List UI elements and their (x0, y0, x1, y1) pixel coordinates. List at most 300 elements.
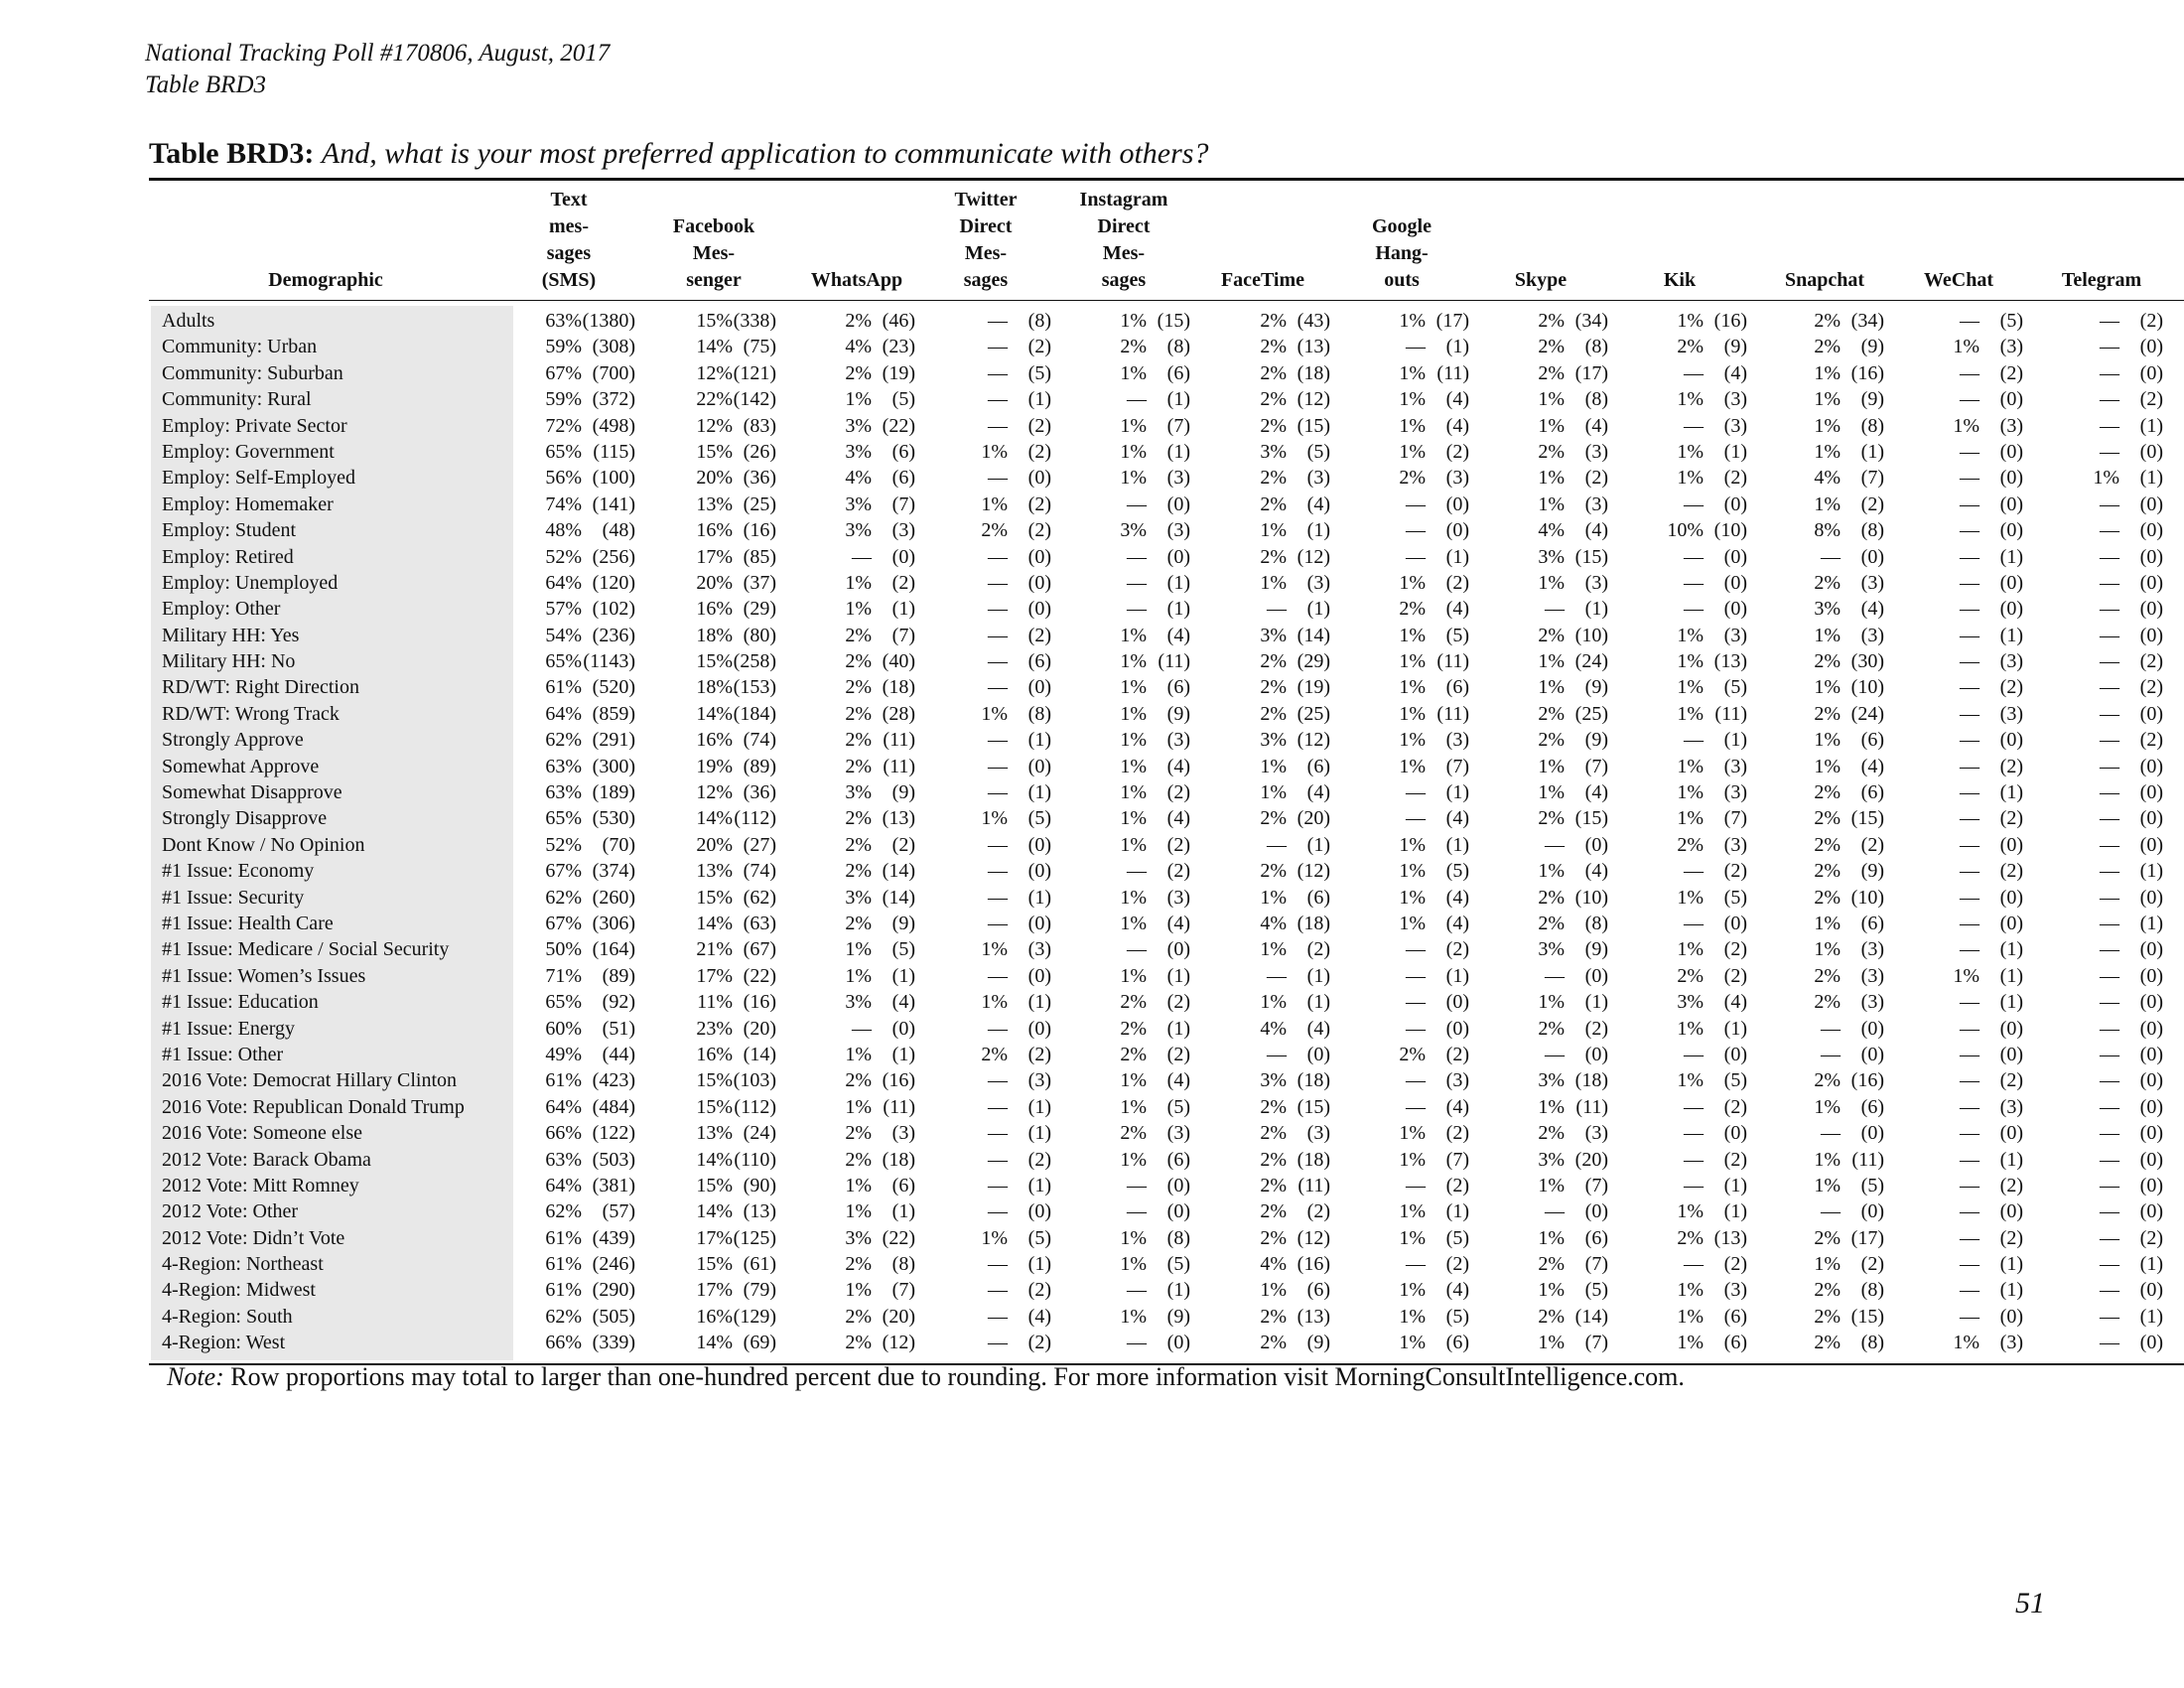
cell-count: (0) (1723, 571, 1747, 594)
row-label: Employ: Student (162, 519, 296, 542)
cell-percent: 12% (696, 361, 733, 384)
cell-count: (22) (882, 1226, 915, 1249)
cell-percent: 2% (1814, 781, 1841, 804)
cell-percent: 3% (1538, 1069, 1565, 1092)
cell-count: (22) (743, 964, 776, 987)
cell-count: (0) (1584, 1200, 1608, 1223)
cell-count: (7) (1860, 467, 1884, 490)
cell-percent: 1% (1399, 702, 1426, 725)
cell-percent: — (2100, 598, 2119, 621)
cell-count: (0) (1584, 833, 1608, 856)
cell-percent: — (1960, 991, 1979, 1014)
cell-percent: 15% (696, 886, 733, 909)
cell-percent: 1% (1677, 1200, 1704, 1223)
header-rule (149, 300, 2184, 301)
cell-percent: 2% (845, 1305, 872, 1328)
cell-percent: 1% (1677, 807, 1704, 830)
cell-count: (3) (1860, 991, 1884, 1014)
cell-count: (0) (1999, 729, 2023, 752)
cell-percent: — (988, 1148, 1008, 1171)
cell-percent: — (2100, 1226, 2119, 1249)
cell-count: (5) (1306, 440, 1330, 463)
running-header (145, 38, 610, 101)
cell-count: (0) (2139, 807, 2163, 830)
cell-count: (0) (1999, 1017, 2023, 1040)
row-label: Employ: Private Sector (162, 414, 347, 437)
cell-percent: 1% (1399, 1305, 1426, 1328)
cell-percent: — (1960, 1095, 1979, 1118)
cell-count: (246) (592, 1253, 635, 1276)
cell-count: (4) (1166, 807, 1190, 830)
cell-percent: 2% (1538, 440, 1565, 463)
cell-count: (2) (1166, 860, 1190, 883)
cell-count: (3) (1584, 571, 1608, 594)
cell-percent: — (1684, 1174, 1704, 1196)
col-header-facetime (1203, 189, 1322, 294)
cell-percent: 1% (1538, 1332, 1565, 1354)
cell-percent: 2% (1538, 1305, 1565, 1328)
cell-percent: — (1960, 1226, 1979, 1249)
cell-count: (2) (1166, 781, 1190, 804)
cell-percent: 4% (1814, 467, 1841, 490)
cell-count: (6) (1723, 1305, 1747, 1328)
cell-count: (2) (2139, 729, 2163, 752)
cell-count: (5) (1027, 1226, 1051, 1249)
cell-count: (1) (2139, 912, 2163, 934)
cell-percent: 15% (696, 1069, 733, 1092)
cell-percent: 1% (981, 1226, 1008, 1249)
cell-percent: — (1127, 1332, 1147, 1354)
cell-percent: 1% (1953, 964, 1979, 987)
cell-count: (112) (734, 1095, 776, 1118)
cell-count: (0) (1166, 938, 1190, 961)
cell-count: (125) (733, 1226, 776, 1249)
cell-percent: 16% (696, 1043, 733, 1065)
cell-count: (1) (1027, 991, 1051, 1014)
cell-count: (1) (1445, 833, 1469, 856)
cell-percent: — (2100, 702, 2119, 725)
cell-percent: — (1684, 545, 1704, 568)
cell-count: (1) (1445, 1200, 1469, 1223)
cell-percent: 2% (1814, 1305, 1841, 1328)
cell-percent: 3% (845, 492, 872, 515)
cell-percent: — (1545, 833, 1565, 856)
cell-count: (0) (2139, 1174, 2163, 1196)
cell-percent: 1% (1260, 991, 1287, 1014)
cell-count: (4) (1166, 1069, 1190, 1092)
cell-count: (2) (1445, 440, 1469, 463)
cell-percent: 1% (981, 702, 1008, 725)
table-row (0, 963, 2184, 989)
cell-percent: — (1684, 1148, 1704, 1171)
cell-percent: 1% (1538, 991, 1565, 1014)
cell-count: (0) (1999, 440, 2023, 463)
cell-percent: 1% (1399, 729, 1426, 752)
cell-percent: — (1960, 729, 1979, 752)
cell-count: (0) (1860, 1043, 1884, 1065)
table-row (0, 465, 2184, 491)
cell-percent: 61% (545, 1279, 582, 1302)
cell-count: (0) (1027, 912, 1051, 934)
table-row (0, 1304, 2184, 1330)
cell-percent: — (1127, 388, 1147, 411)
cell-percent: 1% (1120, 1226, 1147, 1249)
cell-count: (7) (1723, 807, 1747, 830)
cell-count: (1) (1166, 964, 1190, 987)
table-row (0, 858, 2184, 884)
cell-count: (6) (891, 1174, 915, 1196)
cell-percent: 1% (1399, 624, 1426, 646)
cell-percent: 2% (845, 702, 872, 725)
cell-count: (4) (1723, 361, 1747, 384)
cell-percent: 2% (1538, 310, 1565, 332)
table-row (0, 701, 2184, 727)
row-label: RD/WT: Right Direction (162, 676, 359, 699)
cell-count: (1) (1027, 886, 1051, 909)
cell-count: (4) (1445, 1279, 1469, 1302)
cell-percent: 2% (845, 1069, 872, 1092)
cell-percent: — (988, 388, 1008, 411)
cell-percent: 1% (1120, 886, 1147, 909)
cell-percent: 1% (1120, 729, 1147, 752)
cell-count: (5) (891, 938, 915, 961)
col-header-line: Telegram (2061, 269, 2142, 291)
cell-percent: 1% (1120, 1253, 1147, 1276)
cell-count: (2) (1999, 755, 2023, 777)
cell-count: (3) (1860, 624, 1884, 646)
cell-count: (5) (1445, 860, 1469, 883)
cell-percent: 14% (696, 336, 733, 358)
cell-percent: 61% (545, 1069, 582, 1092)
cell-count: (11) (1851, 1148, 1884, 1171)
cell-percent: 48% (545, 519, 582, 542)
cell-percent: — (2100, 886, 2119, 909)
cell-count: (16) (743, 991, 776, 1014)
cell-count: (2) (1306, 938, 1330, 961)
table-row (0, 779, 2184, 805)
cell-percent: 1% (1120, 676, 1147, 699)
cell-count: (4) (1445, 598, 1469, 621)
cell-count: (43) (1297, 310, 1330, 332)
row-label: 4-Region: West (162, 1332, 286, 1354)
cell-count: (0) (2139, 361, 2163, 384)
col-header-line: (SMS) (541, 269, 597, 291)
cell-count: (1) (1306, 991, 1330, 1014)
cell-percent: — (988, 912, 1008, 934)
cell-percent: — (1960, 1043, 1979, 1065)
cell-count: (6) (1860, 1095, 1884, 1118)
cell-count: (3) (1166, 1122, 1190, 1145)
cell-count: (7) (891, 624, 915, 646)
col-header-line: WeChat (1924, 269, 1993, 291)
row-label: Military HH: Yes (162, 624, 300, 646)
cell-count: (7) (1584, 1174, 1608, 1196)
col-header-line: Instagram (1079, 189, 1168, 211)
cell-count: (24) (1850, 702, 1884, 725)
cell-count: (1) (2139, 1305, 2163, 1328)
cell-percent: — (1960, 1174, 1979, 1196)
cell-percent: 2% (845, 1122, 872, 1145)
cell-count: (2) (2139, 1226, 2163, 1249)
cell-percent: — (852, 545, 872, 568)
row-label: Employ: Other (162, 598, 281, 621)
cell-count: (3) (1306, 467, 1330, 490)
row-label: 2016 Vote: Someone else (162, 1122, 363, 1145)
cell-percent: — (988, 860, 1008, 883)
cell-count: (306) (592, 912, 635, 934)
cell-percent: 4% (1538, 519, 1565, 542)
cell-count: (3) (1306, 571, 1330, 594)
cell-percent: — (2100, 676, 2119, 699)
cell-count: (3) (1723, 833, 1747, 856)
cell-percent: 2% (981, 1043, 1008, 1065)
cell-count: (7) (1584, 755, 1608, 777)
cell-percent: — (988, 1174, 1008, 1196)
cell-percent: 63% (545, 781, 582, 804)
cell-percent: 74% (545, 492, 582, 515)
cell-count: (79) (743, 1279, 776, 1302)
row-label: Somewhat Disapprove (162, 781, 342, 804)
cell-count: (3) (1723, 388, 1747, 411)
cell-count: (7) (1166, 414, 1190, 437)
col-header-line: sages (1101, 269, 1147, 291)
cell-percent: 59% (545, 336, 582, 358)
cell-percent: — (988, 571, 1008, 594)
cell-percent: 2% (845, 1332, 872, 1354)
cell-count: (2) (1445, 1174, 1469, 1196)
cell-percent: 1% (1399, 833, 1426, 856)
cell-count: (3) (1999, 414, 2023, 437)
cell-count: (12) (1297, 729, 1330, 752)
cell-count: (3) (1723, 624, 1747, 646)
cell-count: (381) (592, 1174, 635, 1196)
cell-count: (339) (592, 1332, 635, 1354)
cell-percent: 1% (1814, 1253, 1841, 1276)
cell-count: (36) (743, 467, 776, 490)
cell-count: (15) (1574, 807, 1608, 830)
cell-percent: 2% (1120, 1122, 1147, 1145)
cell-count: (6) (1166, 361, 1190, 384)
cell-percent: — (1127, 1279, 1147, 1302)
cell-percent: — (1406, 1174, 1426, 1196)
cell-count: (2) (1027, 1279, 1051, 1302)
cell-percent: — (988, 1095, 1008, 1118)
col-header-line: Google (1372, 215, 1432, 237)
cell-percent: — (988, 310, 1008, 332)
cell-count: (0) (1999, 1305, 2023, 1328)
cell-percent: 4% (845, 336, 872, 358)
cell-percent: 1% (1120, 807, 1147, 830)
row-label: 2012 Vote: Other (162, 1200, 299, 1223)
cell-percent: 2% (845, 860, 872, 883)
cell-percent: 1% (845, 1043, 872, 1065)
cell-percent: 60% (545, 1017, 582, 1040)
col-header-telegram (2042, 189, 2161, 294)
table-row (0, 570, 2184, 596)
cell-percent: 1% (1677, 1279, 1704, 1302)
cell-percent: — (988, 361, 1008, 384)
cell-count: (0) (2139, 964, 2163, 987)
cell-count: (11) (1714, 702, 1747, 725)
cell-percent: 64% (545, 1174, 582, 1196)
cell-count: (11) (1575, 1095, 1608, 1118)
cell-percent: — (1821, 1017, 1841, 1040)
cell-percent: — (988, 1279, 1008, 1302)
cell-percent: 1% (845, 1174, 872, 1196)
cell-percent: 1% (1120, 1095, 1147, 1118)
cell-count: (0) (1999, 1122, 2023, 1145)
cell-count: (2) (1445, 1043, 1469, 1065)
cell-count: (5) (1584, 1279, 1608, 1302)
table-row (0, 936, 2184, 962)
cell-percent: — (1960, 912, 1979, 934)
cell-percent: 19% (696, 755, 733, 777)
row-label: 2012 Vote: Barack Obama (162, 1148, 371, 1171)
col-header-skype (1486, 189, 1595, 294)
cell-percent: 2% (1538, 1017, 1565, 1040)
cell-count: (3) (891, 519, 915, 542)
table-row (0, 754, 2184, 779)
cell-count: (0) (1027, 467, 1051, 490)
cell-percent: — (1684, 414, 1704, 437)
cell-count: (9) (1584, 938, 1608, 961)
cell-count: (9) (1166, 1305, 1190, 1328)
cell-count: (1) (1166, 598, 1190, 621)
cell-percent: 2% (1538, 702, 1565, 725)
cell-count: (5) (1999, 310, 2023, 332)
cell-percent: 3% (1120, 519, 1147, 542)
cell-count: (0) (1723, 492, 1747, 515)
cell-count: (9) (1166, 702, 1190, 725)
cell-percent: — (1267, 1043, 1287, 1065)
cell-percent: 65% (545, 440, 582, 463)
cell-percent: — (2100, 1174, 2119, 1196)
cell-count: (498) (592, 414, 635, 437)
cell-count: (8) (1166, 1226, 1190, 1249)
cell-count: (0) (891, 545, 915, 568)
row-label: 2016 Vote: Democrat Hillary Clinton (162, 1069, 458, 1092)
cell-percent: 1% (1677, 310, 1704, 332)
cell-percent: — (1960, 860, 1979, 883)
cell-count: (338) (733, 310, 776, 332)
cell-count: (184) (733, 702, 776, 725)
cell-count: (0) (2139, 991, 2163, 1014)
cell-percent: 1% (1260, 781, 1287, 804)
cell-count: (44) (602, 1043, 635, 1065)
cell-count: (1) (1999, 781, 2023, 804)
col-header-line: mes- (549, 215, 589, 237)
cell-count: (9) (1584, 729, 1608, 752)
cell-count: (11) (1436, 702, 1469, 725)
cell-count: (2) (1723, 1095, 1747, 1118)
row-label: Community: Rural (162, 388, 312, 411)
cell-count: (18) (1297, 1148, 1330, 1171)
cell-count: (1) (1027, 729, 1051, 752)
cell-count: (4) (1445, 886, 1469, 909)
cell-percent: 2% (1814, 650, 1841, 673)
row-label: Strongly Approve (162, 729, 304, 752)
cell-count: (4) (1166, 624, 1190, 646)
cell-count: (121) (733, 361, 776, 384)
cell-count: (6) (1584, 1226, 1608, 1249)
cell-count: (6) (1306, 886, 1330, 909)
cell-percent: — (1960, 1200, 1979, 1223)
cell-percent: 49% (545, 1043, 582, 1065)
cell-count: (17) (1435, 310, 1469, 332)
cell-count: (290) (592, 1279, 635, 1302)
cell-count: (4) (1584, 414, 1608, 437)
cell-count: (372) (592, 388, 635, 411)
cell-count: (5) (1723, 1069, 1747, 1092)
cell-count: (1) (1999, 1148, 2023, 1171)
row-label: Dont Know / No Opinion (162, 833, 365, 856)
cell-count: (83) (743, 414, 776, 437)
row-label: #1 Issue: Women’s Issues (162, 964, 366, 987)
cell-percent: 15% (696, 310, 733, 332)
row-label: 4-Region: South (162, 1305, 293, 1328)
cell-count: (0) (1999, 571, 2023, 594)
cell-count: (4) (1445, 388, 1469, 411)
cell-percent: 2% (1814, 1279, 1841, 1302)
cell-percent: 1% (1814, 1174, 1841, 1196)
cell-count: (3) (1999, 1095, 2023, 1118)
cell-count: (1) (1027, 781, 1051, 804)
col-header-line: outs (1384, 269, 1420, 291)
cell-percent: — (1821, 1122, 1841, 1145)
cell-percent: — (1406, 964, 1426, 987)
cell-count: (13) (882, 807, 915, 830)
cell-percent: — (2100, 1017, 2119, 1040)
cell-count: (0) (1027, 755, 1051, 777)
cell-percent: — (988, 1200, 1008, 1223)
cell-percent: — (1960, 519, 1979, 542)
cell-count: (0) (1027, 860, 1051, 883)
cell-percent: 2% (1260, 702, 1287, 725)
cell-percent: 2% (1260, 492, 1287, 515)
cell-count: (3) (1584, 1122, 1608, 1145)
cell-count: (8) (1860, 414, 1884, 437)
cell-count: (3) (1723, 755, 1747, 777)
cell-percent: 1% (1260, 755, 1287, 777)
cell-count: (505) (592, 1305, 635, 1328)
cell-percent: 14% (696, 1148, 733, 1171)
cell-count: (6) (1445, 676, 1469, 699)
cell-percent: 1% (1953, 1332, 1979, 1354)
cell-count: (0) (2139, 1017, 2163, 1040)
cell-count: (0) (1166, 492, 1190, 515)
cell-count: (142) (733, 388, 776, 411)
cell-count: (9) (1860, 860, 1884, 883)
table-row (0, 1016, 2184, 1042)
cell-count: (0) (1027, 545, 1051, 568)
cell-percent: 3% (1814, 598, 1841, 621)
cell-percent: 62% (545, 1305, 582, 1328)
cell-count: (18) (882, 1148, 915, 1171)
cell-percent: 3% (1677, 991, 1704, 1014)
cell-count: (4) (1723, 991, 1747, 1014)
cell-percent: 2% (845, 676, 872, 699)
cell-count: (0) (1166, 1332, 1190, 1354)
cell-percent: 1% (1814, 938, 1841, 961)
cell-percent: — (2100, 1253, 2119, 1276)
cell-percent: 1% (1399, 1226, 1426, 1249)
cell-count: (1) (891, 598, 915, 621)
cell-percent: 1% (1120, 361, 1147, 384)
cell-count: (1) (1999, 964, 2023, 987)
cell-percent: 2% (1260, 1305, 1287, 1328)
cell-count: (2) (1723, 1148, 1747, 1171)
cell-count: (8) (1860, 1279, 1884, 1302)
